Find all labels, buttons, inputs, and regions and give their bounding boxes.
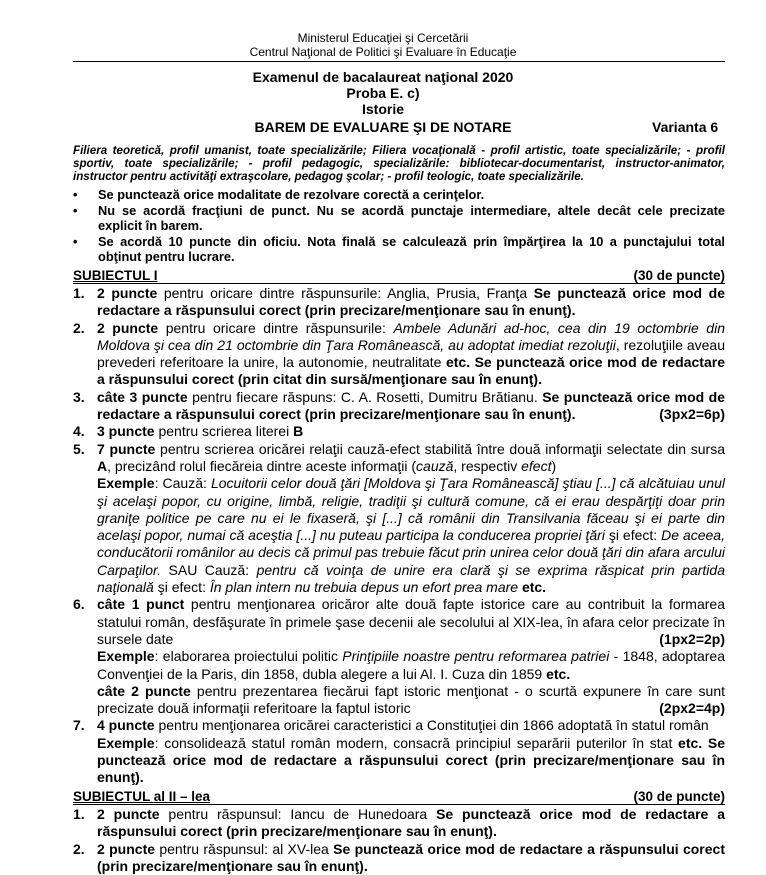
item-1: 1. 2 puncte pentru răspunsul: Iancu de Hunedoara Se punctează orice mod de redactare a răspunsului corect (prin precizare/menţionare sau în enunţ). [73, 806, 725, 840]
subject-2-divider [73, 804, 725, 805]
bullet-icon: • [73, 203, 78, 218]
item-5: 5. 7 puncte pentru scrierea oricărei relaţii cauză-efect stabilită între două informaţii selectate din sursa A, precizând rolul fiecăreia dintre aceste informaţii (cauză, respectiv efect) Exemple: Cauză: Locuitorii celor două ţări [Moldova şi Ţara Românească] ştiau [...] că alcătuiau unul şi acelaşi popor, cu origine, limbă, religie, tradiţii şi cultură comune, că ei erau despărţiţi doar prin graniţe politice pe care nu ei le fixaseră, şi [...] că românii din Transilvania făceau şi ei parte din acelaşi popor, numai că aceştia [...] nu puteau participa la conducerea propriei ţări şi efect: De aceea, conducătorii românilor au decis că primul pas trebuie făcut prin unirea celor două ţări din afara arcului Carpaţilor. SAU Cauză: pentru că voinţa de unire era clară şi se exprima răspicat prin partida naţională şi efect: În plan intern nu trebuia depus un efort prea mare etc. [73, 440, 726, 596]
subject-2-label: SUBIECTUL al II – lea [73, 789, 211, 804]
subject-1-label: SUBIECTUL I [73, 268, 158, 283]
subject-1-heading [73, 268, 725, 283]
bullet-icon: • [73, 234, 78, 249]
item-3-score: (3px2=6p) [659, 406, 725, 423]
header-divider [73, 61, 725, 62]
item-4: 4. 3 puncte pentru scrierea literei B [73, 423, 304, 440]
item-5-examples: Exemple: Cauză: Locuitorii celor două ţări [Moldova şi Ţara Românească] ştiau [...] că alcătuiau unul şi acelaşi popor, cu origine, limbă, religie, tradiţii şi cultură comune, că ei erau despărţiţi doar prin graniţe politice pe care nu ei le fixaseră, şi [...] că românii din Transilvania făceau şi ei parte din acelaşi popor, numai că aceştia [...] nu puteau participa la conducerea propriei ţări şi efect: De aceea, conducătorii românilor au decis că primul pas trebuie făcut prin unirea celor două ţări din afara arcului Carpaţilor. SAU Cauză: pentru că voinţa de unire era clară şi se exprima răspicat prin partida naţională şi efect: În plan intern nu trebuia depus un efort prea mare etc. [97, 475, 726, 596]
exam-title: Examenul de bacalaureat naţional 2020 [252, 69, 514, 85]
subject-2-heading [73, 789, 725, 804]
item-6-score-1: (1px2=2p) [659, 630, 725, 647]
subject-1-items [73, 285, 725, 787]
item-6: 6. câte 1 punct pentru menţionarea oricăror alte două fapte istorice care au contribuit la formarea statului român, desfăşurate în primele şase decenii ale secolului al XIX-lea, în afara celor precizate în sursele date (1px2=2p) Exemple: elaborarea proiectului politic Prinţipiile noastre pentru reformarea patriei - 1848, adoptarea Convenţiei de la Paris, din 1858, dubla alegere a lui Al. I. Cuza din 1859 etc. câte 2 puncte pentru prezentarea fiecărui fapt istoric menţionat - o scurtă expunere în care sunt precizate două informaţii referitoare la faptul istoric (2px2=4p) [73, 596, 726, 717]
item-1: 1. 2 puncte pentru oricare dintre răspunsurile: Anglia, Prusia, Franţa Se punctează orice mod de redactare a răspunsului corect (prin precizare/menţionare sau în enunţ). [73, 285, 725, 319]
proba-title: Proba E. c) [346, 85, 420, 101]
subject-1-points: (30 de puncte) [633, 268, 725, 283]
item-6-score-2: (2px2=4p) [659, 700, 725, 717]
rule-item: • Se punctează orice modalitate de rezolvare corectă a cerinţelor. [73, 187, 485, 202]
general-rules [73, 187, 725, 265]
item-2: 2. 2 puncte pentru oricare dintre răspunsurile: Ambele Adunări ad-hoc, cea din 19 octombrie din Moldova şi cea din 21 octombrie din Ţara Românească, au adoptat imediat rezoluţii, rezoluţiile aveau prevederi referitoare la unire, la autonomie, neutralitate etc. Se punctează orice mod de redactare a răspunsului corect (prin citat din sursă/menţionare sau în enunţ). [73, 319, 725, 388]
item-6-examples: Exemple: elaborarea proiectului politic Prinţipiile noastre pentru reformarea patriei - 1848, adoptarea Convenţiei de la Paris, din 1858, dubla alegere a lui Al. I. Cuza din 1859 etc. [97, 648, 726, 682]
item-7: 7. 4 puncte pentru menţionarea oricărei caracteristici a Constituţiei din 1866 adoptată în statul român Exemple: consolidează statul român modern, consacră principiul separării puterilor în stat etc. Se punctează orice mod de redactare a răspunsului corect (prin precizare/menţionare sau în enunţ). [73, 717, 726, 786]
filiera-text: Filiera teoretică, profil umanist, toate specializările; Filiera vocaţională - profil artistic, toate specializările; - profil sportiv, toate specializările; - profil pedagogic, specializările: bibliotecar-documentarist, instructor-animator, instructor pentru activităţi extraşcolare, pedagog şcolar; - profil teologic, toate specializările. [73, 144, 725, 183]
ministry-header: Ministerul Educaţiei şi Cercetării [297, 31, 469, 45]
subject-1-divider [73, 283, 725, 284]
item-2: 2. 2 puncte pentru răspunsul: al XV-lea Se punctează orice mod de redactare a răspunsului corect (prin precizare/menţionare sau în enunţ). [73, 840, 725, 874]
rule-item: • Se acordă 10 puncte din oficiu. Nota finală se calculează prin împărţirea la 10 a punctajului total obţinut pentru lucrare. [73, 234, 725, 264]
item-7-examples: Exemple: consolidează statul român modern, consacră principiul separării puterilor în stat etc. Se punctează orice mod de redactare a răspunsului corect (prin precizare/menţionare sau în enunţ). [97, 734, 726, 786]
item-6-presentation: câte 2 puncte pentru prezentarea fiecărui fapt istoric menţionat - o scurtă expunere în care sunt precizate două informaţii referitoare la faptul istoric (2px2=4p) [97, 682, 725, 717]
subject-title: Istorie [361, 101, 404, 117]
center-header: Centrul Naţional de Politici şi Evaluare în Educaţie [249, 45, 517, 59]
bullet-icon: • [73, 187, 78, 202]
variant-label: Varianta 6 [652, 119, 719, 135]
subject-2-points: (30 de puncte) [633, 789, 725, 804]
item-3: 3. câte 3 puncte pentru fiecare răspuns: C. A. Rosetti, Dumitru Brătianu. Se punctează orice mod de redactare a răspunsului corect (prin precizare/menţionare sau în enunţ). (3px2=6p) [73, 388, 725, 423]
subject-2-items [73, 806, 725, 875]
rule-item: • Nu se acordă fracţiuni de punct. Nu se acordă punctaje intermediare, altele decât cele precizate explicit în barem. [73, 203, 725, 233]
barem-title: BAREM DE EVALUARE ŞI DE NOTARE [254, 119, 512, 135]
